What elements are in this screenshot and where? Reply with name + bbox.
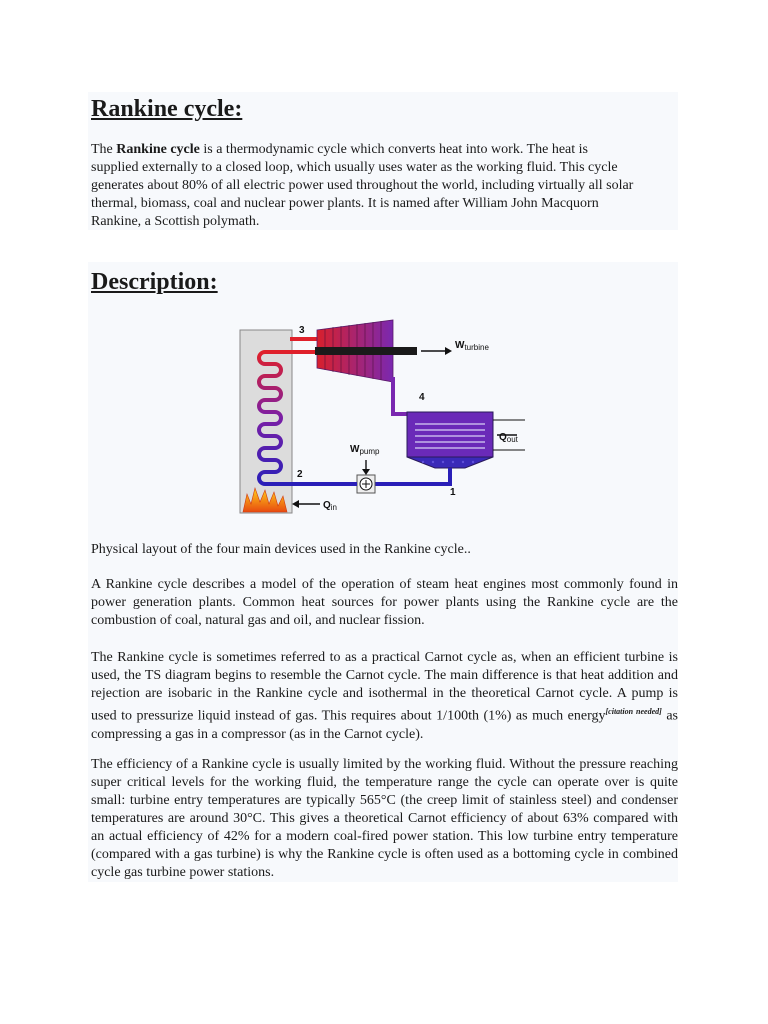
carnot-text-post: as compressing a gas in a compressor (as in the Carnot cycle). [91,708,678,742]
rankine-cycle-diagram [235,322,518,522]
w-turbine-arrow-head [445,347,452,355]
description-paragraph-1: A Rankine cycle describes a model of the operation of steam heat engines most commonly found in power generation plants. Common heat sources for power plants using the Rankine cycle are the combustion of coal, natural gas and oil, and nuclear fission. [91,577,678,628]
diagram-caption: Physical layout of the four main devices used in the Rankine cycle.. [91,542,471,557]
condenser [407,412,493,457]
description-heading: Description: [91,269,218,295]
intro-text-post: is a thermodynamic cycle which converts heat into work. The heat is supplied externally to a closed loop, which usually uses water as the working fluid. This cycle generates about 80% of all electric power used throughout the world, including virtually all solar thermal, biomass, coal and nuclear power plants. It is named after William John Macquorn Rankine, a Scottish polymath. [91,142,634,229]
w-pump-arrow-head [362,469,370,475]
state-label-3: 3 [299,325,305,336]
turbine-shaft [315,347,417,355]
citation-needed-note[interactable]: [citation needed] [605,707,662,716]
state-label-2: 2 [297,469,303,480]
w-pump-label: $W_{pump}$ [350,444,380,456]
description-paragraph-3: The efficiency of a Rankine cycle is usually limited by the working fluid. Without the pressure reaching super critical levels for the working fluid, the temperature range the cycle can operate over is quite small: turbine entry temperatures are typically 565°C (the creep limit of stainless steel) and condenser temperatures are around 30°C. This gives a theoretical Carnot efficiency of about 63% compared with an actual efficiency of 42% for a modern coal-fired power station. This low turbine entry temperature (compared with a gas turbine) is why the Rankine cycle is often used as a bottoming cycle in combined cycle gas turbine power stations. [91,757,678,880]
carnot-text-pre: The Rankine cycle is sometimes referred to as a practical Carnot cycle as, when an efficient turbine is used, the TS diagram begins to resemble the Carnot cycle. The main difference is that heat addition and rejection are isobaric in the Rankine cycle and isothermal in the theoretical Carnot cycle. A pump is used to pressurize liquid instead of gas. This requires about 1/100th (1%) as much energy [91,650,678,724]
q-in-label: $Q_{in}$ [323,500,338,512]
page-title: Rankine cycle: [91,96,243,122]
state-label-1: 1 [450,487,456,498]
q-in-arrow-head [292,500,299,508]
pipe-condenser-to-pump [375,468,450,484]
intro-section [88,92,678,230]
q-out-label: $Q_{out}$ [499,432,518,444]
condenser-hopper [407,457,493,468]
pipe-to-condenser [393,377,407,414]
intro-paragraph [91,141,636,231]
state-label-4: 4 [419,392,425,403]
w-turbine-label: $W_{turbine}$ [455,340,489,352]
intro-term-bold: Rankine cycle [116,142,200,157]
intro-text-pre: The [91,142,117,157]
description-paragraph-2 [91,649,678,744]
